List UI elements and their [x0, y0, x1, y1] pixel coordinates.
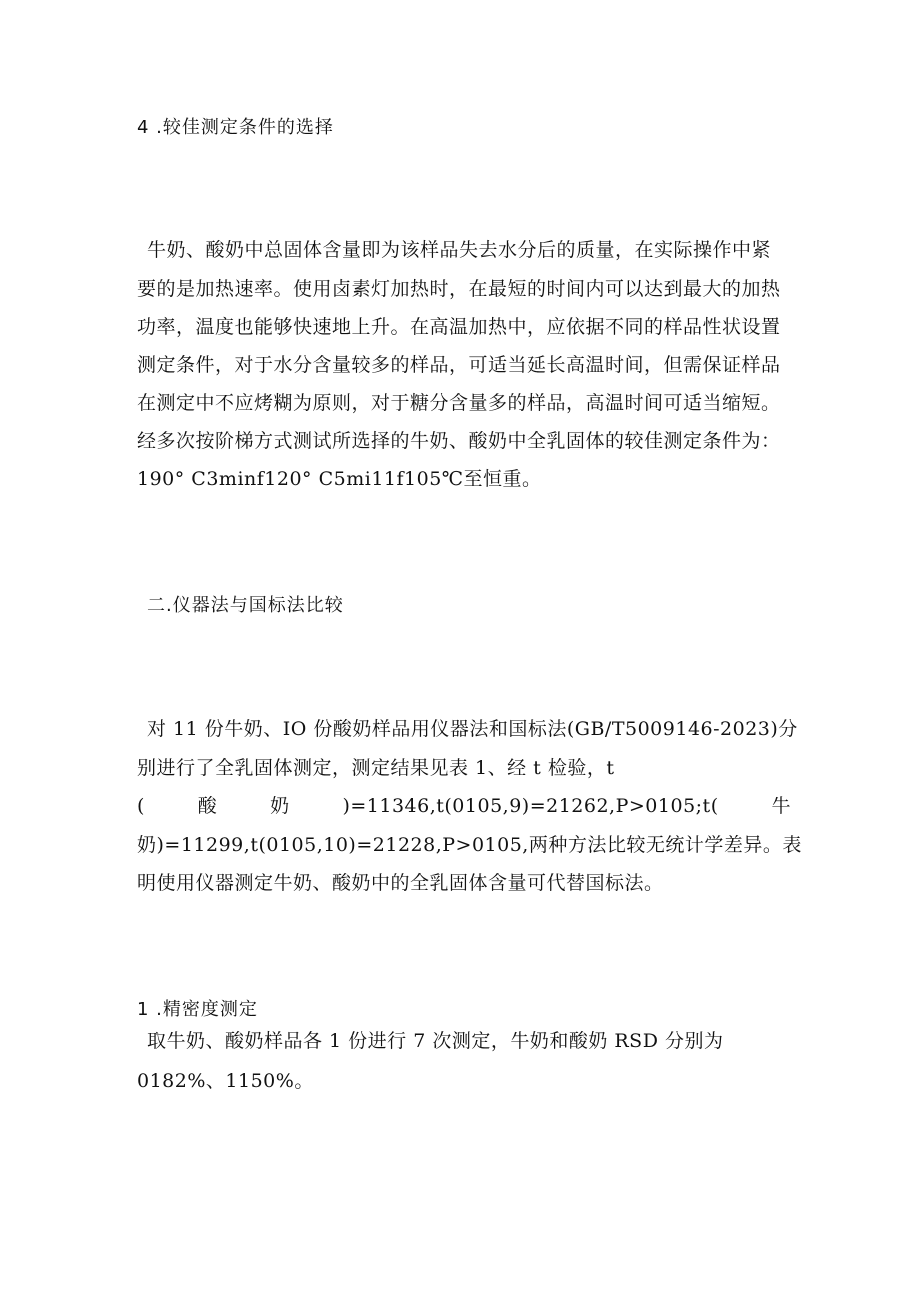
paragraph-line: 经多次按阶梯方式测试所选择的牛奶、酸奶中全乳固体的较佳测定条件为：: [137, 430, 781, 452]
paragraph-line: 要的是加热速率。使用卤素灯加热时，在最短的时间内可以达到最大的加热: [137, 278, 781, 300]
paragraph-line: 190° C3minf120° C5mi11f105℃至恒重。: [137, 468, 542, 490]
paragraph-line: 在测定中不应烤糊为原则，对于糖分含量多的样品，高温时间可适当缩短。: [137, 392, 781, 414]
section-heading-1: 1 .精密度测定: [137, 999, 258, 1020]
paragraph-line: 对 11 份牛奶、IO 份酸奶样品用仪器法和国标法(GB/T5009146-2023)分: [147, 718, 798, 740]
paragraph-line: 牛奶、酸奶中总固体含量即为该样品失去水分后的质量，在实际操作中紧: [147, 239, 772, 261]
paragraph-line: 别进行了全乳固体测定，测定结果见表 1、经 t 检验，t: [137, 757, 615, 779]
section-heading-4: 4 .较佳测定条件的选择: [137, 117, 334, 138]
paragraph-line: 0182%、1150%。: [137, 1070, 314, 1092]
paragraph-line: 测定条件，对于水分含量较多的样品，可适当延长高温时间，但需保证样品: [137, 354, 781, 376]
paragraph-line: 取牛奶、酸奶样品各 1 份进行 7 次测定，牛奶和酸奶 RSD 分别为: [147, 1030, 724, 1052]
paragraph-line: 明使用仪器测定牛奶、酸奶中的全乳固体含量可代替国标法。: [137, 872, 664, 894]
text-fragment: (: [137, 795, 145, 817]
text-fragment: 牛: [771, 795, 791, 817]
text-fragment: )=11346,t(0105,9)=21262,P>0105;t(: [342, 795, 719, 817]
paragraph-line: 奶)=11299,t(0105,10)=21228,P>0105,两种方法比较无统计学差异。表: [137, 834, 802, 856]
text-fragment: 奶: [270, 795, 290, 817]
text-fragment: 酸: [197, 795, 218, 817]
section-heading-2: 二.仪器法与国标法比较: [147, 595, 344, 616]
paragraph-line: 功率，温度也能够快速地上升。在高温加热中，应依据不同的样品性状设置: [137, 316, 781, 338]
paragraph-line-justified: [137, 794, 791, 818]
